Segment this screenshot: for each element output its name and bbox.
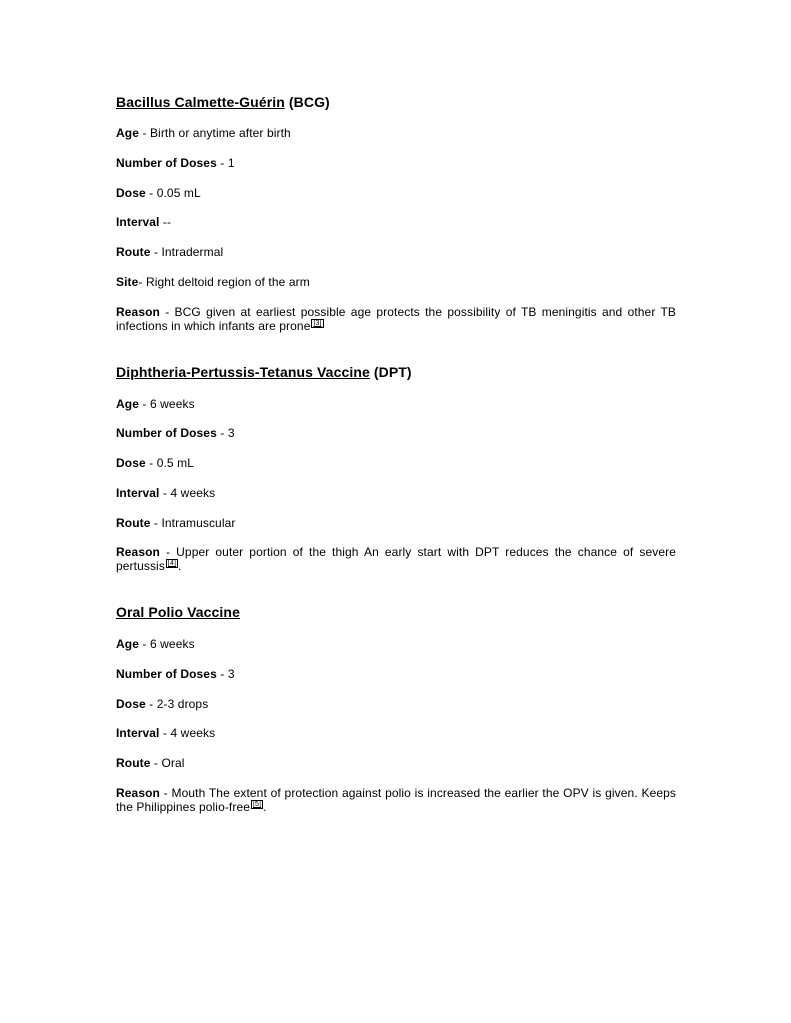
field-label: Interval bbox=[116, 726, 160, 740]
field-label: Age bbox=[116, 397, 139, 411]
field-route bbox=[116, 245, 676, 259]
field-value: - 3 bbox=[216, 426, 235, 440]
heading-title: Bacillus Calmette-Guérin bbox=[116, 94, 285, 110]
field-value: - Intradermal bbox=[150, 245, 224, 259]
field-value: - Oral bbox=[150, 756, 185, 770]
field-value: - 4 weeks bbox=[159, 726, 216, 740]
field-value: - 4 weeks bbox=[159, 486, 216, 500]
field-dose bbox=[116, 697, 676, 711]
field-label: Route bbox=[116, 756, 151, 770]
field-label: Interval bbox=[116, 215, 160, 229]
field-number-of-doses bbox=[116, 426, 676, 440]
field-value: - Birth or anytime after birth bbox=[138, 126, 291, 140]
field-label: Reason bbox=[116, 545, 160, 559]
field-value: - 0.5 mL bbox=[145, 456, 194, 470]
field-value: - Mouth The extent of protection against polio is increased the earlier the OPV is given. Keeps the Philippines polio-free bbox=[116, 786, 676, 814]
field-label: Route bbox=[116, 516, 151, 530]
field-site bbox=[116, 275, 676, 289]
field-label: Dose bbox=[116, 697, 146, 711]
field-value: - BCG given at earliest possible age protects the possibility of TB meningitis and other TB infections in which infants are prone bbox=[116, 305, 676, 333]
field-label: Reason bbox=[116, 305, 160, 319]
field-tail: . bbox=[263, 800, 267, 814]
field-value: - Upper outer portion of the thigh An early start with DPT reduces the chance of severe pertussis bbox=[116, 545, 676, 573]
heading-abbrev: (BCG) bbox=[284, 94, 330, 110]
field-value: - 3 bbox=[216, 667, 235, 681]
field-dose bbox=[116, 456, 676, 470]
field-label: Number of Doses bbox=[116, 426, 217, 440]
field-label: Number of Doses bbox=[116, 156, 217, 170]
field-value: - Intramuscular bbox=[150, 516, 236, 530]
field-reason bbox=[116, 545, 676, 573]
field-value: - 6 weeks bbox=[138, 637, 195, 651]
field-value: - 6 weeks bbox=[138, 397, 195, 411]
field-interval bbox=[116, 726, 676, 740]
field-label: Dose bbox=[116, 186, 146, 200]
field-tail: . bbox=[178, 559, 182, 573]
field-reason bbox=[116, 786, 676, 814]
field-label: Interval bbox=[116, 486, 160, 500]
section-dpt bbox=[116, 364, 676, 573]
section-bcg bbox=[116, 94, 676, 333]
heading-title: Oral Polio Vaccine bbox=[116, 604, 240, 620]
reference-link[interactable]: [4] bbox=[167, 560, 177, 567]
heading-abbrev: (DPT) bbox=[369, 364, 412, 380]
field-age bbox=[116, 397, 676, 411]
field-label: Route bbox=[116, 245, 151, 259]
field-interval bbox=[116, 486, 676, 500]
field-label: Reason bbox=[116, 786, 160, 800]
reference-link[interactable]: [3] bbox=[313, 320, 322, 327]
heading-title: Diphtheria-Pertussis-Tetanus Vaccine bbox=[116, 364, 370, 380]
field-number-of-doses bbox=[116, 667, 676, 681]
field-label: Age bbox=[116, 637, 139, 651]
reference-link[interactable]: [5] bbox=[253, 801, 262, 808]
field-value: - 2-3 drops bbox=[145, 697, 209, 711]
field-number-of-doses bbox=[116, 156, 676, 170]
field-value: -- bbox=[159, 215, 172, 229]
field-route bbox=[116, 756, 676, 770]
field-reason bbox=[116, 305, 676, 333]
field-value: - 0.05 mL bbox=[145, 186, 201, 200]
section-heading bbox=[116, 364, 676, 381]
section-heading bbox=[116, 604, 676, 621]
field-label: Number of Doses bbox=[116, 667, 217, 681]
field-age bbox=[116, 126, 676, 140]
field-value: - Right deltoid region of the arm bbox=[138, 275, 310, 289]
field-value: - 1 bbox=[216, 156, 235, 170]
field-label: Dose bbox=[116, 456, 146, 470]
field-age bbox=[116, 637, 676, 651]
field-label: Age bbox=[116, 126, 139, 140]
field-interval bbox=[116, 215, 676, 229]
field-dose bbox=[116, 186, 676, 200]
section-opv bbox=[116, 604, 676, 814]
section-heading bbox=[116, 94, 676, 111]
field-route bbox=[116, 516, 676, 530]
field-label: Site bbox=[116, 275, 139, 289]
